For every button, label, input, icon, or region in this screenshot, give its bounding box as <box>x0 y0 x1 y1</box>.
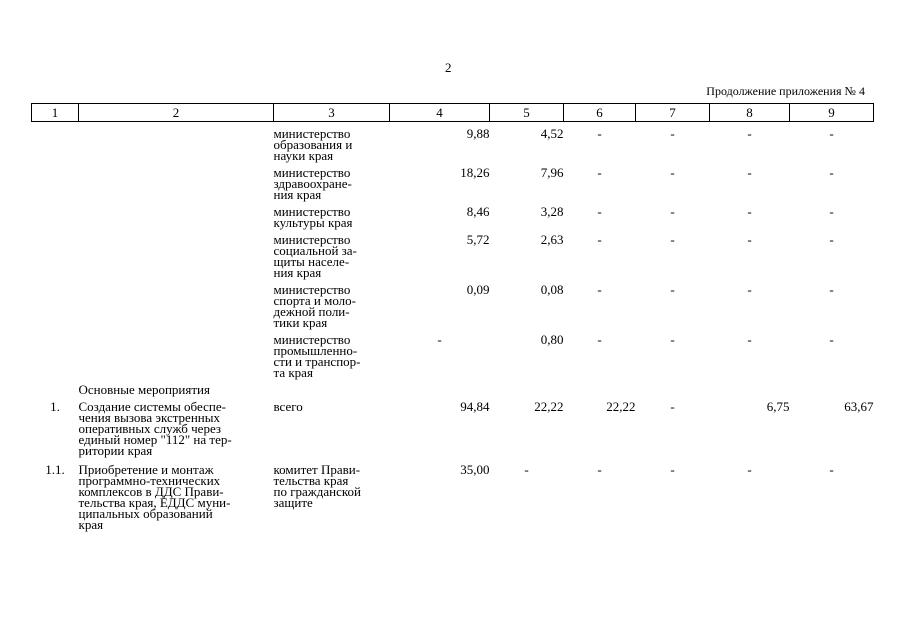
row-number-cell <box>32 278 79 328</box>
column-number-row <box>32 104 874 122</box>
value-col4-cell: 94,84 <box>460 399 490 414</box>
value-col7-cell: - <box>670 232 675 247</box>
executor-cell-line: министерство <box>273 165 351 180</box>
value-col8-cell: - <box>747 126 752 141</box>
value-col7-cell: - <box>670 282 675 297</box>
row-number-cell <box>32 200 79 228</box>
value-col6-cell: - <box>597 282 602 297</box>
value-col5-cell: 3,28 <box>540 204 564 219</box>
value-col5-cell <box>490 378 564 395</box>
executor-cell-line: та края <box>273 365 313 380</box>
measure-name-cell-line: комплексов в ДДС Прави- <box>78 484 224 499</box>
col-header-2: 2 <box>79 104 274 122</box>
executor-cell-line: тельства края <box>273 473 349 488</box>
executor-cell-line: дежной поли- <box>273 304 350 319</box>
value-col5-cell: 0,08 <box>540 282 564 297</box>
executor-cell-line: министерство <box>273 282 351 297</box>
value-col9-cell: - <box>829 204 834 219</box>
value-col7-cell: - <box>670 204 675 219</box>
measure-name-cell <box>79 378 274 395</box>
executor-cell-line: культуры края <box>273 215 353 230</box>
value-col5-cell: - <box>524 462 529 477</box>
value-col4-cell: 0,09 <box>466 282 490 297</box>
value-col7-cell: - <box>670 126 675 141</box>
value-col6-cell: - <box>597 232 602 247</box>
executor-cell-line: тики края <box>273 315 328 330</box>
executor-cell <box>274 278 390 328</box>
value-col5-cell: 0,80 <box>540 332 564 347</box>
value-col6-cell <box>564 378 636 395</box>
table-row <box>32 328 874 378</box>
executor-cell-line: промышленно- <box>273 343 358 358</box>
executor-cell <box>274 456 390 530</box>
executor-cell-line: науки края <box>273 148 334 163</box>
executor-cell-line: министерство <box>273 126 351 141</box>
value-col8-cell: 6,75 <box>766 399 790 414</box>
measure-name-cell-line: ритории края <box>78 443 153 458</box>
value-col5-cell: 4,52 <box>540 126 564 141</box>
value-col9-cell: - <box>829 126 834 141</box>
value-col7-cell <box>636 378 710 395</box>
col-header-5: 5 <box>490 104 564 122</box>
executor-cell-line: социальной за- <box>273 243 357 258</box>
table-row <box>32 228 874 278</box>
measure-name-cell <box>79 122 274 162</box>
measure-name-cell-line: Создание системы обеспе- <box>78 399 226 414</box>
value-col6-cell: - <box>597 126 602 141</box>
measure-name-cell-line: программно-технических <box>78 473 221 488</box>
executor-cell-line: ния края <box>273 265 322 280</box>
value-col4-cell: 8,46 <box>466 204 490 219</box>
value-col7-cell: - <box>670 399 675 414</box>
executor-cell-line: министерство <box>273 204 351 219</box>
executor-cell-line: комитет Прави- <box>273 462 361 477</box>
measure-name-cell-line: чения вызова экстренных <box>78 410 220 425</box>
executor-cell <box>274 378 390 395</box>
table-row <box>32 456 874 530</box>
executor-cell-line: всего <box>273 399 303 414</box>
col-header-3: 3 <box>274 104 390 122</box>
value-col9-cell: - <box>829 232 834 247</box>
row-number-cell <box>32 161 79 200</box>
value-col4-cell: 35,00 <box>460 462 490 477</box>
executor-cell-line: спорта и моло- <box>273 293 356 308</box>
measure-name-cell <box>79 328 274 378</box>
value-col9-cell: - <box>829 332 834 347</box>
table-row <box>32 378 874 395</box>
table-row <box>32 122 874 162</box>
value-col9-cell <box>790 378 874 395</box>
measure-name-cell-line: тельства края, ЕДДС муни- <box>78 495 231 510</box>
value-col7-cell: - <box>670 332 675 347</box>
executor-cell <box>274 161 390 200</box>
value-col6-cell: - <box>597 165 602 180</box>
col-header-1: 1 <box>32 104 79 122</box>
row-number-cell <box>32 378 79 395</box>
measure-name-cell <box>79 200 274 228</box>
col-header-4: 4 <box>390 104 490 122</box>
value-col8-cell: - <box>747 282 752 297</box>
value-col9-cell: - <box>829 282 834 297</box>
table-row <box>32 395 874 456</box>
executor-cell-line: здравоохране- <box>273 176 352 191</box>
measure-name-cell <box>79 228 274 278</box>
value-col5-cell: 22,22 <box>534 399 564 414</box>
executor-cell-line: ния края <box>273 187 322 202</box>
table-row <box>32 161 874 200</box>
value-col4-cell: 5,72 <box>466 232 490 247</box>
appendix-table <box>31 103 874 530</box>
table-row <box>32 200 874 228</box>
page-number: 2 <box>445 60 452 75</box>
row-number-cell: 1.1. <box>45 462 65 477</box>
measure-name-cell-line: единый номер "112" на тер- <box>78 432 232 447</box>
value-col9-cell: 63,67 <box>844 399 874 414</box>
executor-cell-line: министерство <box>273 232 351 247</box>
col-header-9: 9 <box>790 104 874 122</box>
value-col9-cell: - <box>829 165 834 180</box>
measure-name-cell <box>79 278 274 328</box>
value-col6-cell: - <box>597 204 602 219</box>
value-col6-cell: 22,22 <box>606 399 636 414</box>
value-col9-cell: - <box>829 462 834 477</box>
col-header-7: 7 <box>636 104 710 122</box>
value-col8-cell <box>710 378 790 395</box>
value-col6-cell: - <box>597 462 602 477</box>
executor-cell-line: по гражданской <box>273 484 362 499</box>
executor-cell-line: министерство <box>273 332 351 347</box>
value-col4-cell: 18,26 <box>460 165 490 180</box>
measure-name-cell-line: Основные мероприятия <box>78 382 210 397</box>
executor-cell <box>274 395 390 456</box>
executor-cell <box>274 200 390 228</box>
measure-name-cell <box>79 161 274 200</box>
executor-cell-line: сти и транспор- <box>273 354 361 369</box>
executor-cell-line: образования и <box>273 137 353 152</box>
value-col5-cell: 2,63 <box>540 232 564 247</box>
value-col7-cell: - <box>670 165 675 180</box>
executor-cell <box>274 122 390 162</box>
col-header-8: 8 <box>710 104 790 122</box>
measure-name-cell-line: ципальных образований <box>78 506 213 521</box>
measure-name-cell-line: края <box>78 517 104 532</box>
measure-name-cell <box>79 456 274 530</box>
value-col8-cell: - <box>747 232 752 247</box>
value-col4-cell <box>390 378 490 395</box>
value-col8-cell: - <box>747 332 752 347</box>
row-number-cell: 1. <box>50 399 60 414</box>
value-col4-cell: 9,88 <box>466 126 490 141</box>
measure-name-cell <box>79 395 274 456</box>
row-number-cell <box>32 328 79 378</box>
value-col5-cell: 7,96 <box>540 165 564 180</box>
executor-cell <box>274 328 390 378</box>
value-col4-cell: - <box>437 332 442 347</box>
value-col6-cell: - <box>597 332 602 347</box>
executor-cell-line: щиты населе- <box>273 254 350 269</box>
continuation-label: Продолжение приложения № 4 <box>706 84 865 98</box>
row-number-cell <box>32 228 79 278</box>
value-col7-cell: - <box>670 462 675 477</box>
measure-name-cell-line: оперативных служб через <box>78 421 222 436</box>
measure-name-cell-line: Приобретение и монтаж <box>78 462 214 477</box>
value-col8-cell: - <box>747 204 752 219</box>
row-number-cell <box>32 122 79 162</box>
value-col8-cell: - <box>747 165 752 180</box>
executor-cell-line: защите <box>273 495 313 510</box>
col-header-6: 6 <box>564 104 636 122</box>
table-row <box>32 278 874 328</box>
executor-cell <box>274 228 390 278</box>
value-col8-cell: - <box>747 462 752 477</box>
